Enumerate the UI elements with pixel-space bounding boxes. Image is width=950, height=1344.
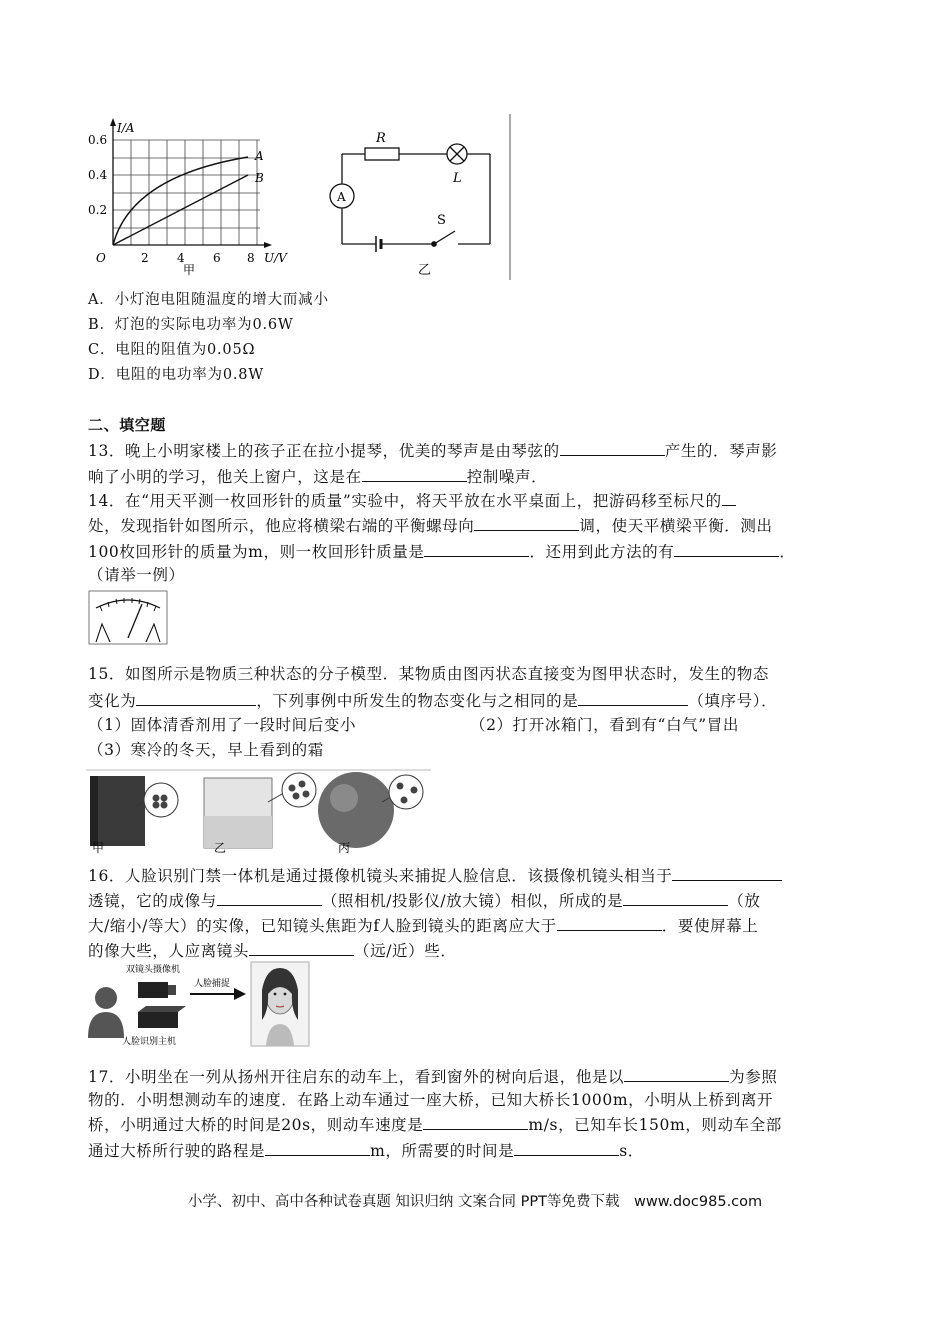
y-axis-label: I/A	[117, 121, 135, 135]
switch-label: S	[437, 213, 446, 228]
caption-yi: 乙	[214, 841, 227, 854]
answer-blank	[514, 1139, 619, 1156]
balance-pointer-figure	[88, 590, 168, 645]
caption-jia: 甲	[92, 841, 105, 854]
camera-label: 双镜头摄像机	[126, 965, 181, 975]
option-d: D．电阻的电功率为0.8W	[88, 367, 264, 383]
y-tick: 0.2	[88, 203, 108, 217]
q15-opt3: （3）寒冷的冬天，早上看到的霜	[88, 741, 324, 759]
q16-text: 16．人脸识别门禁一体机是通过摄像机镜头来捕捉人脸信息．该摄像机镜头相当于	[88, 867, 673, 885]
q14-line2	[88, 514, 773, 537]
q15-line1: 15．如图所示是物质三种状态的分子模型．某物质由图丙状态直接变为图甲状态时，发生的物态	[88, 665, 770, 683]
pointer	[128, 604, 142, 638]
lamp-label: L	[453, 171, 462, 186]
circuit-caption: 乙	[418, 263, 432, 278]
q16-line4	[88, 939, 456, 962]
answer-blank	[624, 1065, 729, 1082]
q17-text: 桥，小明通过大桥的时间是20s，则动车速度是	[88, 1116, 424, 1134]
q17-line1	[88, 1065, 777, 1088]
answer-blank	[136, 689, 256, 706]
q14-text: 处，发现指针如图所示，他应将横梁右端的平衡螺母向	[88, 517, 475, 535]
x-tick: 4	[177, 251, 185, 265]
q17-text: 17．小明坐在一列从扬州开往启东的动车上，看到窗外的树向后退，他是以	[88, 1068, 625, 1086]
q17-line3	[88, 1113, 782, 1136]
resistor-label: R	[376, 131, 386, 146]
q13-text: 产生的．琴声影	[664, 442, 778, 460]
answer-blank	[557, 914, 662, 931]
q15-text: ，下列事例中所发生的物态变化与之相同的是	[256, 692, 579, 710]
q13-text: 13．晚上小明家楼上的孩子正在拉小提琴，优美的琴声是由琴弦的	[88, 442, 560, 460]
x-tick: 6	[213, 251, 221, 265]
q16-text: 大/缩小/等大）的实像，已知镜头焦距为f人脸到镜头的距离应大于	[88, 917, 557, 935]
resistor-r	[365, 148, 399, 160]
capture-label: 人脸捕捉	[194, 979, 231, 989]
q15-opt1: （1）固体清香剂用了一段时间后变小	[88, 716, 357, 734]
q13-text: 控制噪声．	[466, 468, 548, 486]
q16-line3	[88, 914, 758, 937]
face-recognition-figure	[86, 960, 311, 1048]
y-tick: 0.6	[88, 133, 108, 147]
answer-blank	[578, 689, 688, 706]
q15-opt2: （2）打开冰箱门，看到有“白气”冒出	[470, 716, 740, 734]
ammeter-label: A	[337, 190, 346, 204]
option-a: A．小灯泡电阻随温度的增大而减小	[88, 292, 329, 308]
q14-text: ．还用到此方法的有	[529, 543, 675, 561]
q13-text: 响了小明的学习，他关上窗户，这是在	[88, 468, 362, 486]
x-tick: 2	[141, 251, 149, 265]
curve-a	[113, 157, 248, 245]
answer-blank	[560, 439, 665, 456]
answer-blank	[423, 1113, 528, 1130]
q16-line1	[88, 864, 782, 887]
curve-b-label: B	[255, 171, 264, 185]
q15-line2	[88, 689, 777, 712]
q16-text: （放	[728, 892, 761, 910]
answer-blank	[217, 889, 322, 906]
iu-graph-figure	[88, 112, 288, 277]
q15-text: 变化为	[88, 692, 137, 710]
q13-line2	[88, 465, 547, 488]
section-title: 二、填空题	[88, 416, 167, 434]
q13-line1	[88, 439, 777, 462]
x-tick: O	[96, 251, 106, 265]
x-axis-label: U/V	[264, 251, 287, 265]
answer-blank	[674, 540, 779, 557]
q14-text: ．	[779, 543, 796, 561]
q16-text: ．要使屏幕上	[661, 917, 759, 935]
option-c: C．电阻的阻值为0.05Ω	[88, 342, 256, 358]
answer-blank	[623, 889, 728, 906]
y-tick: 0.4	[88, 168, 108, 182]
q15-text: （填序号）．	[688, 692, 778, 710]
q14-note: （请举一例）	[88, 566, 185, 584]
q17-text: m，所需要的时间是	[370, 1142, 515, 1160]
q16-line2	[88, 889, 760, 912]
q16-text: （照相机/投影仪/放大镜）相似，所成的是	[321, 892, 624, 910]
answer-blank	[249, 939, 354, 956]
curve-a-label: A	[255, 149, 264, 163]
q17-text: s．	[619, 1142, 644, 1160]
caption-bing: 丙	[338, 841, 351, 854]
option-b: B．灯泡的实际电功率为0.6W	[88, 317, 294, 333]
q14-text: 14．在“用天平测一枚回形针的质量”实验中，将天平放在水平桌面上，把游码移至标尺的	[88, 492, 722, 510]
q14-line1	[88, 489, 736, 512]
q17-line2: 物的．小明想测动车的速度．在路上动车通过一座大桥，已知大桥长1000m，小明从上桥到离开	[88, 1091, 774, 1109]
answer-blank	[722, 489, 736, 506]
page-footer: 小学、初中、高中各种试卷真题 知识归纳 文案合同 PPT等免费下载 www.doc985.com	[187, 1194, 763, 1210]
host-label: 人脸识别主机	[122, 1037, 177, 1047]
q16-text: （远/近）些．	[354, 942, 457, 960]
q17-text: m/s，已知车长150m，则动车全部	[528, 1116, 782, 1134]
q17-line4	[88, 1139, 644, 1162]
q14-line3	[88, 540, 796, 563]
graph-caption: 甲	[183, 263, 196, 277]
circuit-figure	[300, 112, 520, 282]
x-tick: 8	[247, 251, 255, 265]
q14-text: 调，使天平横梁平衡．测出	[579, 517, 773, 535]
answer-blank	[424, 540, 529, 557]
answer-blank	[362, 465, 467, 482]
states-of-matter-figure	[86, 768, 431, 854]
q16-text: 的像大些，人应离镜头	[88, 942, 250, 960]
answer-blank	[474, 514, 579, 531]
answer-blank	[672, 864, 782, 881]
q16-text: 透镜，它的成像与	[88, 892, 217, 910]
answer-blank	[265, 1139, 370, 1156]
q17-text: 为参照	[729, 1068, 778, 1086]
q14-text: 100枚回形针的质量为m，则一枚回形针质量是	[88, 543, 425, 561]
q17-text: 通过大桥所行驶的路程是	[88, 1142, 266, 1160]
